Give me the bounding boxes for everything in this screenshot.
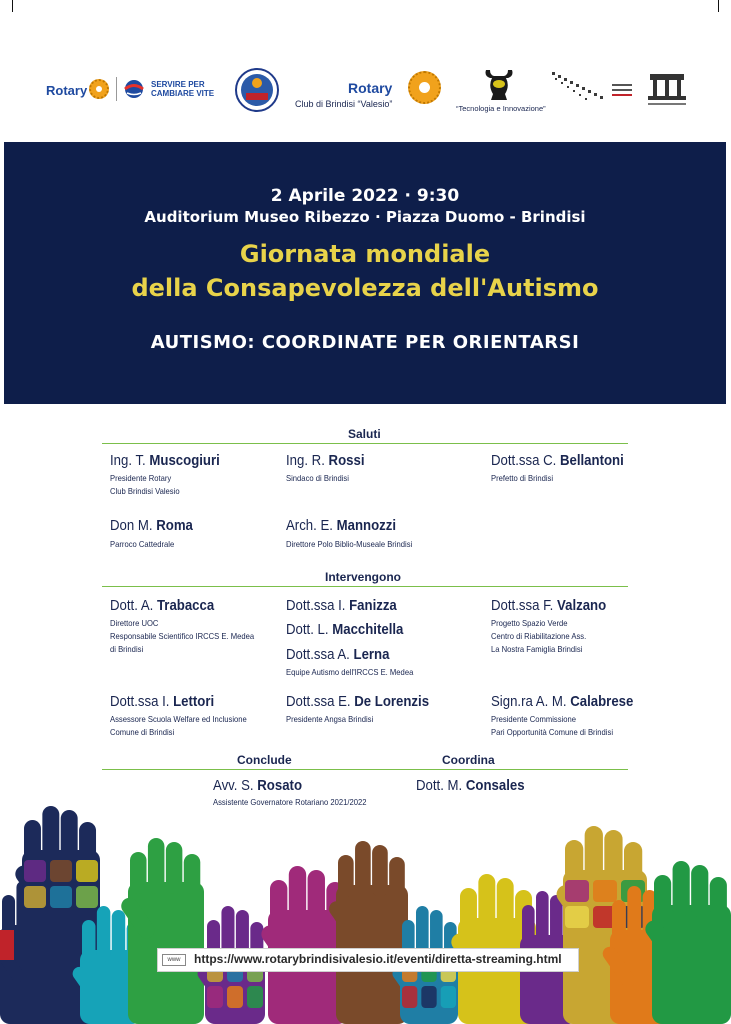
speaker-name: Arch. E. Mannozzi [286,517,397,534]
speaker-name: Don M. Roma [110,517,193,534]
hand-shape [326,841,408,1024]
intervengono-heading: Intervengono [325,570,402,584]
speaker-role: Parroco Cattedrale [110,539,175,549]
event-subtitle: AUTISMO: COORDINATE PER ORIENTARSI [150,332,580,353]
rotary-wheel-icon [408,71,441,104]
servire-logo-text: SERVIRE PER CAMBIARE VITE [151,80,215,98]
speaker-name: Sign.ra A. M. Calabrese [491,693,634,710]
polo-biblio-museale-logo-icon [550,70,636,110]
section-divider [102,769,628,770]
speaker-name: Avv. S. Rosato [213,777,303,794]
hand-shape [642,861,731,1024]
speaker-role: Direttore UOC Responsabile Scientifico IRCCS E. Medea di Brindisi [110,618,255,654]
hand-shape [258,866,348,1024]
rotary-logo-text: Rotary [46,83,88,98]
club-emblem-icon [234,68,280,112]
speaker-role: Progetto Spazio Verde Centro di Riabilitazione Ass. La Nostra Famiglia Brindisi [491,618,587,654]
event-banner [4,142,726,404]
globe-icon [122,78,146,100]
saluti-heading: Saluti [348,427,381,441]
speaker-role: Assistente Governatore Rotariano 2021/2022 [213,797,367,807]
hand-shape [0,930,14,960]
speaker-name: Dott.ssa E. De Lorenzis [286,693,430,710]
speaker-role: Assessore Scuola Welfare ed Inclusione Comune di Brindisi [110,714,247,737]
speaker-name: Dott.ssa F. Valzano [491,597,607,614]
speaker-name: Dott.ssa I. Fanizza [286,597,397,614]
qr-label-icon: www [162,954,186,966]
speaker-role: Equipe Autismo dell'IRCCS E. Medea [286,667,414,677]
speaker-name: Ing. T. Muscogiuri [110,452,220,469]
speaker-name: Dott.ssa A. Lerna [286,646,390,663]
section-divider [102,443,628,444]
speaker-role: Prefetto di Brindisi [491,473,554,483]
museum-logo-icon [644,70,690,110]
tecnologia-logo-text: “Tecnologia e Innovazione” [456,104,546,113]
rotary-wheel-icon [89,79,109,99]
divider [116,77,117,101]
greek-vase-icon [482,66,516,104]
hand-shape [118,838,204,1024]
raised-hands-illustration [0,780,731,1024]
speaker-name: Ing. R. Rossi [286,452,365,469]
rotary-club-logo-text: Rotary [348,80,393,96]
event-title-line1: Giornata mondiale [239,240,491,268]
streaming-link-box[interactable] [157,948,579,972]
crop-mark [718,0,731,12]
speaker-role: Presidente Commissione Pari Opportunità Comune di Brindisi [491,714,614,737]
speaker-name: Dott. A. Trabacca [110,597,215,614]
rotary-club-subtitle: Club di Brindisi “Valesio” [295,99,393,109]
speaker-name: Dott.ssa I. Lettori [110,693,215,710]
speaker-name: Dott. L. Macchitella [286,621,404,638]
speaker-role: Presidente Rotary Club Brindisi Valesio [110,473,180,496]
speaker-role: Sindaco di Brindisi [286,473,349,483]
coordina-heading: Coordina [442,753,495,767]
section-divider [102,586,628,587]
event-location: Auditorium Museo Ribezzo · Piazza Duomo - Brindisi [144,208,586,226]
crop-mark [0,0,13,12]
event-title-line2: della Consapevolezza dell'Autismo [131,274,599,302]
speaker-name: Dott.ssa C. Bellantoni [491,452,624,469]
speaker-role: Presidente Angsa Brindisi [286,714,374,724]
conclude-heading: Conclude [237,753,292,767]
streaming-url[interactable]: https://www.rotarybrindisivalesio.it/eventi/diretta-streaming.html [194,952,562,966]
speaker-role: Direttore Polo Biblio-Museale Brindisi [286,539,413,549]
speaker-name: Dott. M. Consales [416,777,525,794]
event-date: 2 Aprile 2022 · 9:30 [270,186,460,206]
